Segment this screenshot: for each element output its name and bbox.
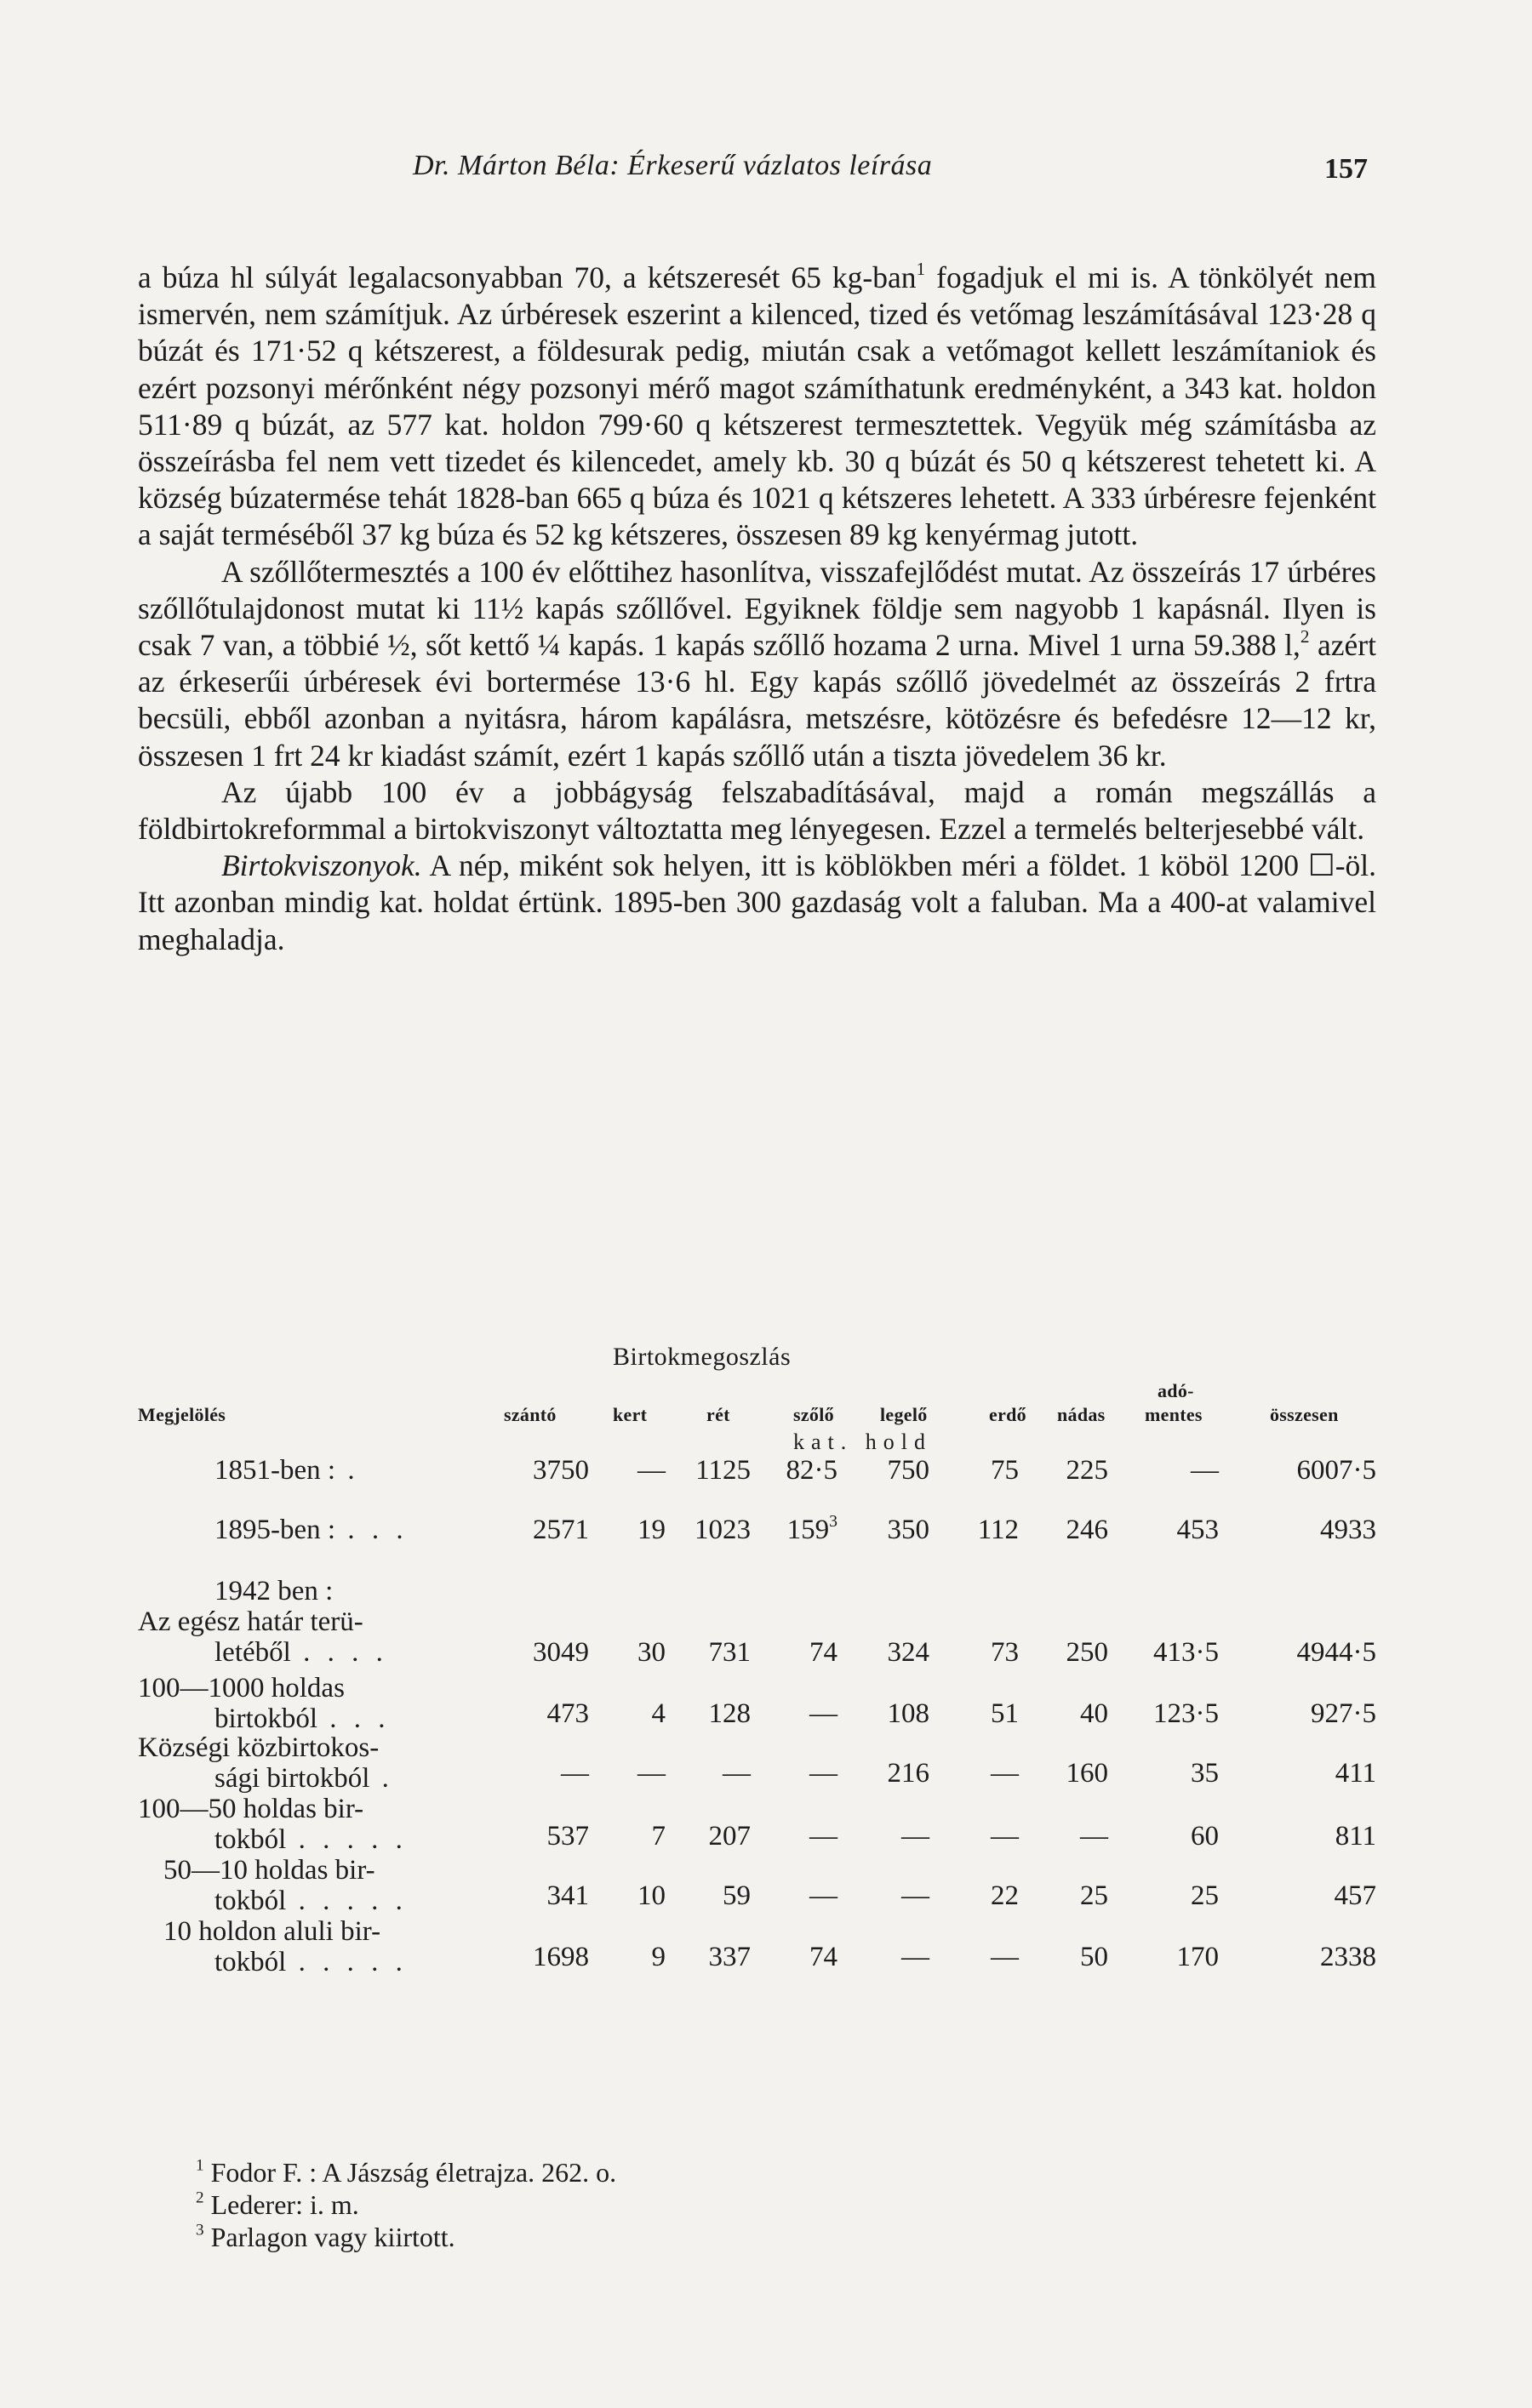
table-cell: 731 <box>708 1637 751 1668</box>
table-cell: 60 <box>1191 1821 1219 1852</box>
table-cell: 19 <box>637 1515 666 1545</box>
table-cell: 22 <box>991 1880 1019 1911</box>
table-cell: 324 <box>887 1637 929 1668</box>
table-cell: — <box>901 1821 929 1852</box>
row-label: 1942 ben : <box>214 1576 334 1606</box>
table-cell: 128 <box>708 1698 751 1729</box>
table-cell: 10 <box>637 1880 666 1911</box>
table-cell: 4 <box>651 1698 666 1729</box>
table-cell: — <box>901 1942 929 1972</box>
table-cell: 457 <box>1334 1880 1376 1911</box>
table-cell: 73 <box>991 1637 1019 1668</box>
header-label: Megjelölés <box>138 1404 226 1425</box>
table-cell: — <box>809 1698 837 1729</box>
paragraph-1: a búza hl súlyát legalacsonyabban 70, a kétszeresét 65 kg-ban$^1$ fogadjuk el mi is. A tönkölyét nem ismervén, nem számítjuk. Az úrbéresek eszerint a kilenced, tized és vetőmag leszámításával 123·28 q búzát és 171·52 q kétszerest, a földesurak pedig, miután csak a vetőmagot kellett leszámítaniok és ezért pozsonyi mérőnként négy pozsonyi mérő magot számíthatunk eredményként, a 343 kat. holdon 511·89 q búzát, az 577 kat. holdon 799·60 q kétszerest termesztettek. Vegyük még számításba az összeírásba fel nem vett tizedet és kilencedet, amely kb. 30 q búzát és 50 q kétszerest tehetett ki. A község búzatermése tehát 1828-ban 665 q búza és 1021 q kétszeres lehetett. A 333 úrbéresre fejenként a saját terméséből 37 kg búza és 52 kg kétszeres, összesen 89 kg kenyérmag jutott. <box>138 259 1377 552</box>
header-kert: kert <box>613 1404 648 1425</box>
row-label: letéből . . . . <box>214 1637 388 1668</box>
header-adomentes-1: adó- <box>1158 1380 1194 1401</box>
table-cell: 75 <box>991 1455 1019 1486</box>
table-cell: 537 <box>546 1821 589 1852</box>
table-cell: 74 <box>809 1637 837 1668</box>
header-nadas: nádas <box>1057 1404 1106 1425</box>
row-label: 10 holdon aluli bir- <box>163 1916 381 1947</box>
table-cell: 9 <box>651 1942 666 1972</box>
row-label: 100—50 holdas bir- <box>138 1794 364 1824</box>
table-cell: — <box>561 1758 589 1789</box>
row-label: 100—1000 holdas <box>138 1673 345 1703</box>
table-cell: 1023 <box>695 1515 751 1545</box>
table-cell: — <box>991 1758 1019 1789</box>
table-cell: 123·5 <box>1153 1698 1219 1729</box>
row-label: birtokból . . . <box>214 1703 391 1734</box>
row-label: sági birtokból . <box>214 1763 394 1794</box>
table-cell: — <box>809 1880 837 1911</box>
table-cell: 35 <box>1191 1758 1219 1789</box>
table-cell: — <box>723 1758 751 1789</box>
table-cell: — <box>637 1758 666 1789</box>
table-cell: 927·5 <box>1311 1698 1376 1729</box>
table-cell: 350 <box>887 1515 929 1545</box>
footnote-ref-1: 1 <box>916 259 926 280</box>
table-caption: Birtokmegoszlás <box>613 1343 792 1371</box>
table-cell: 2338 <box>1320 1942 1376 1972</box>
table-cell: — <box>809 1821 837 1852</box>
table-cell: — <box>901 1880 929 1911</box>
footnote: $^2$ Lederer: i. m. <box>196 2188 359 2220</box>
paragraph-4: Birtokviszonyok. A nép, miként sok helyen, itt is köblökben méri a földet. 1 köböl 1200 ☐-öl. Itt azonban mindig kat. holdat értünk. 1895-ben 300 gazdaság volt a faluban. Ma a 400-at valamivel meghaladja. <box>138 848 1376 956</box>
table-cell: 811 <box>1335 1821 1376 1852</box>
header-erdo: erdő <box>989 1404 1026 1425</box>
table-cell: 2571 <box>533 1515 589 1545</box>
table-cell: 25 <box>1080 1880 1108 1911</box>
body-text <box>138 260 1376 958</box>
table-cell: 40 <box>1080 1698 1108 1729</box>
header-legelo: legelő <box>880 1404 928 1425</box>
row-label: 50—10 holdas bir- <box>163 1855 375 1886</box>
table-cell: 246 <box>1066 1515 1108 1545</box>
page-number: 157 <box>1324 153 1368 185</box>
table-cell: 51 <box>991 1698 1019 1729</box>
row-label: Községi közbirtokos- <box>138 1732 380 1763</box>
row-label: 1851-ben : . <box>214 1455 360 1486</box>
row-label: tokból . . . . . <box>214 1947 408 1977</box>
table-cell: — <box>637 1455 666 1486</box>
table-cell: 50 <box>1080 1942 1108 1972</box>
header-adomentes-2: mentes <box>1145 1404 1203 1425</box>
table-cell: 4933 <box>1320 1515 1376 1545</box>
table-cell: — <box>1080 1821 1108 1852</box>
header-ret: rét <box>706 1404 730 1425</box>
footnotes <box>196 2156 1217 2253</box>
table-cell: 82·5 <box>786 1455 837 1486</box>
table-cell: 3049 <box>533 1637 589 1668</box>
table-cell: $159^3$ <box>786 1512 837 1545</box>
table-cell: 160 <box>1066 1758 1108 1789</box>
row-label: Az egész határ terü- <box>138 1606 363 1637</box>
table-cell: 25 <box>1191 1880 1219 1911</box>
table-cell: 112 <box>977 1515 1019 1545</box>
footnote-ref-2: 2 <box>1300 626 1310 648</box>
row-label: 1895-ben : . . . <box>214 1515 409 1545</box>
page-header <box>413 150 1368 192</box>
table-cell: 108 <box>887 1698 929 1729</box>
table-cell: 453 <box>1176 1515 1219 1545</box>
table-cell: 170 <box>1176 1942 1219 1972</box>
table-cell: 30 <box>637 1637 666 1668</box>
row-label: tokból . . . . . <box>214 1886 408 1916</box>
table-cell: 1698 <box>533 1942 589 1972</box>
table-cell: — <box>809 1758 837 1789</box>
table-cell: 750 <box>887 1455 929 1486</box>
table-cell: — <box>991 1942 1019 1972</box>
header-osszesen: összesen <box>1270 1404 1339 1425</box>
table-cell: 7 <box>651 1821 666 1852</box>
header-szollo: szőlő <box>793 1404 834 1425</box>
table-cell: 411 <box>1335 1758 1376 1789</box>
table-cell: — <box>1191 1455 1219 1486</box>
section-title: Birtokviszonyok. <box>221 848 422 883</box>
landholding-table <box>138 1380 1376 2408</box>
table-cell: 341 <box>546 1880 589 1911</box>
unit-label: kat. hold <box>793 1429 932 1454</box>
table-cell: 6007·5 <box>1296 1455 1376 1486</box>
table-cell: 250 <box>1066 1637 1108 1668</box>
header-szanto: szántó <box>504 1404 557 1425</box>
table-cell: 207 <box>708 1821 751 1852</box>
footnote: $^3$ Parlagon vagy kiirtott. <box>196 2221 455 2252</box>
running-head: Dr. Márton Béla: Érkeserű vázlatos leírása <box>413 150 933 181</box>
table-cell: — <box>991 1821 1019 1852</box>
footnote-ref-3: 3 <box>829 1512 837 1532</box>
table-cell: 4944·5 <box>1296 1637 1376 1668</box>
table-cell: 337 <box>708 1942 751 1972</box>
table-cell: 225 <box>1066 1455 1108 1486</box>
table-cell: 59 <box>723 1880 751 1911</box>
paragraph-3: Az újabb 100 év a jobbágyság felszabadításával, majd a román megszállás a földbirtokreformmal a birtokviszonyt változtatta meg lényegesen. Ezzel a termelés belterjesebbé vált. <box>138 774 1376 847</box>
table-cell: 1125 <box>695 1455 751 1486</box>
row-label: tokból . . . . . <box>214 1824 408 1855</box>
table-cell: 473 <box>546 1698 589 1729</box>
table-cell: 74 <box>809 1942 837 1972</box>
table-cell: 3750 <box>533 1455 589 1486</box>
table-cell: 413·5 <box>1153 1637 1219 1668</box>
paragraph-2: A szőllőtermesztés a 100 év előttihez hasonlítva, visszafejlődést mutat. Az összeírás 17 úrbéres szőllőtulajdonost mutat ki 11½ kapás szőllővel. Egyiknek földje sem nagyobb 1 kapásnál. Ilyen is csak 7 van, a többié ½, sőt kettő ¼ kapás. 1 kapás szőllő hozama 2 urna. Mivel 1 urna 59.388 l,$^2$ azért az érkeserűi úrbéresek évi bortermése 13·6 hl. Egy kapás szőllő jövedelmét az összeírás 2 frtra becsüli, ebből azonban a nyitásra, három kapálásra, metszésre, kötözésre és befedésre 12—12 kr, összesen 1 frt 24 kr kiadást számít, ezért 1 kapás szőllő után a tiszta jövedelem 36 kr. <box>138 554 1376 773</box>
footnote: $^1$ Fodor F. : A Jászság életrajza. 262. o. <box>196 2156 617 2188</box>
table-cell: 216 <box>887 1758 929 1789</box>
